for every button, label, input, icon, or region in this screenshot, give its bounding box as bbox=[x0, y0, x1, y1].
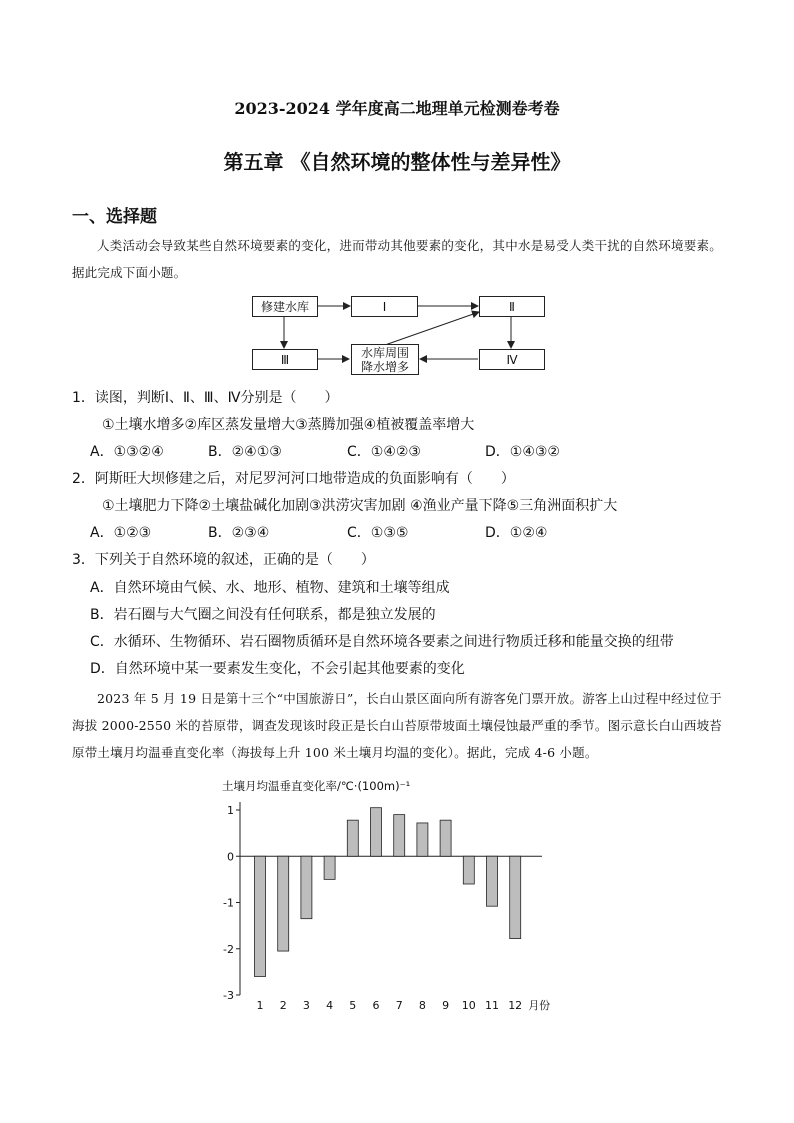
q2-option-b: B．②③④ bbox=[208, 525, 270, 541]
bar-month-2 bbox=[278, 856, 289, 951]
x-tick-label: 8 bbox=[418, 999, 426, 1012]
q2-option-a: A．①②③ bbox=[90, 525, 152, 541]
y-tick-label: -2 bbox=[223, 942, 234, 956]
bar-month-4 bbox=[324, 856, 335, 879]
exam-title: 2023-2024 学年度高二地理单元检测卷考卷 bbox=[234, 99, 560, 118]
x-tick-label: 1 bbox=[256, 999, 264, 1012]
passage-1: 人类活动会导致某些自然环境要素的变化，进而带动其他要素的变化，其中水是易受人类干扰的自然环境要素。据此完成下面小题。 bbox=[72, 238, 722, 280]
x-tick-label: 3 bbox=[302, 999, 310, 1012]
soil-temp-chart bbox=[200, 770, 560, 1020]
x-tick-label: 11 bbox=[485, 999, 499, 1012]
q2-items: ①土壤肥力下降②土壤盐碱化加剧③洪涝灾害加剧 ④渔业产量下降⑤三角洲面积扩大 bbox=[102, 498, 618, 514]
box-rain-increase bbox=[351, 344, 419, 375]
x-tick-label: 5 bbox=[349, 999, 357, 1012]
bar-month-1 bbox=[255, 856, 266, 976]
bar-month-10 bbox=[463, 856, 474, 884]
q2-option-c: C．①③⑤ bbox=[347, 525, 409, 541]
y-tick-label: -3 bbox=[223, 989, 234, 1002]
box-rain-line2: 降水增多 bbox=[360, 359, 409, 374]
passage-2: 2023 年 5 月 19 日是第十三个“中国旅游日”，长白山景区面向所有游客免门票开放。游客上山过程中经过位于海拔 2000-2550 米的苔原带，调查发现该时段正是长白山苔原带坡面土壤侵蚀最严重的季节。图示意长白山西坡苔原带土壤月均温垂直变化率（海拔每上升 100 米土壤月均温的变化）。据此，完成 4-6 小题。 bbox=[72, 691, 722, 760]
box-IV: Ⅳ bbox=[479, 349, 545, 370]
section-heading: 一、选择题 bbox=[72, 207, 157, 227]
q1-option-d: D．①④③② bbox=[485, 444, 560, 460]
bar-month-8 bbox=[417, 823, 428, 856]
x-tick-label: 6 bbox=[372, 999, 380, 1012]
box-build-reservoir: 修建水库 bbox=[252, 296, 318, 317]
q2-stem: 2．阿斯旺大坝修建之后，对尼罗河河口地带造成的负面影响有（ ） bbox=[72, 471, 515, 487]
y-tick-label: 0 bbox=[227, 850, 234, 864]
q2-option-d: D．①②④ bbox=[485, 525, 548, 541]
bar-month-3 bbox=[301, 856, 312, 918]
box-I: Ⅰ bbox=[351, 296, 418, 317]
q1-option-c: C．①④②③ bbox=[347, 444, 421, 460]
x-tick-label: 2 bbox=[279, 999, 287, 1012]
bar-month-5 bbox=[347, 820, 358, 856]
y-tick-label: 1 bbox=[227, 804, 234, 817]
flow-arrows bbox=[0, 0, 794, 400]
bar-month-12 bbox=[510, 856, 521, 938]
q3-option-a: A．自然环境由气候、水、地形、植物、建筑和土壤等组成 bbox=[90, 580, 450, 596]
x-tick-label: 12 bbox=[508, 999, 523, 1012]
x-tick-label: 4 bbox=[326, 999, 334, 1012]
bar-month-6 bbox=[371, 808, 382, 857]
q1-stem: 1．读图，判断Ⅰ、Ⅱ、Ⅲ、Ⅳ分别是（ ） bbox=[72, 390, 339, 406]
x-tick-label: 9 bbox=[442, 999, 450, 1012]
bar-month-7 bbox=[394, 815, 405, 857]
x-tick-label: 7 bbox=[395, 999, 403, 1012]
box-rain-line1: 水库周围 bbox=[360, 345, 409, 360]
q1-option-b: B．②④①③ bbox=[208, 444, 282, 460]
q1-option-a: A．①③②④ bbox=[90, 444, 164, 460]
q1-items: ①土壤水增多②库区蒸发量增大③蒸腾加强④植被覆盖率增大 bbox=[102, 417, 475, 433]
q3-option-b: B．岩石圈与大气圈之间没有任何联系，都是独立发展的 bbox=[90, 607, 436, 623]
chapter-title: 第五章 《自然环境的整体性与差异性》 bbox=[223, 150, 571, 174]
chart-title: 土壤月均温垂直变化率/℃·(100m)⁻¹ bbox=[222, 779, 411, 793]
q3-stem: 3．下列关于自然环境的叙述，正确的是（ ） bbox=[72, 552, 375, 568]
bar-month-9 bbox=[440, 820, 451, 856]
x-axis-label: 月份 bbox=[528, 999, 551, 1012]
q3-option-d: D．自然环境中某一要素发生变化，不会引起其他要素的变化 bbox=[90, 661, 465, 677]
x-tick-label: 10 bbox=[461, 999, 476, 1012]
y-tick-label: -1 bbox=[223, 896, 234, 910]
q3-option-c: C．水循环、生物循环、岩石圈物质循环是自然环境各要素之间进行物质迁移和能量交换的纽带 bbox=[90, 634, 674, 650]
bar-month-11 bbox=[487, 856, 498, 906]
box-III: Ⅲ bbox=[252, 349, 318, 370]
box-II: Ⅱ bbox=[479, 296, 545, 317]
